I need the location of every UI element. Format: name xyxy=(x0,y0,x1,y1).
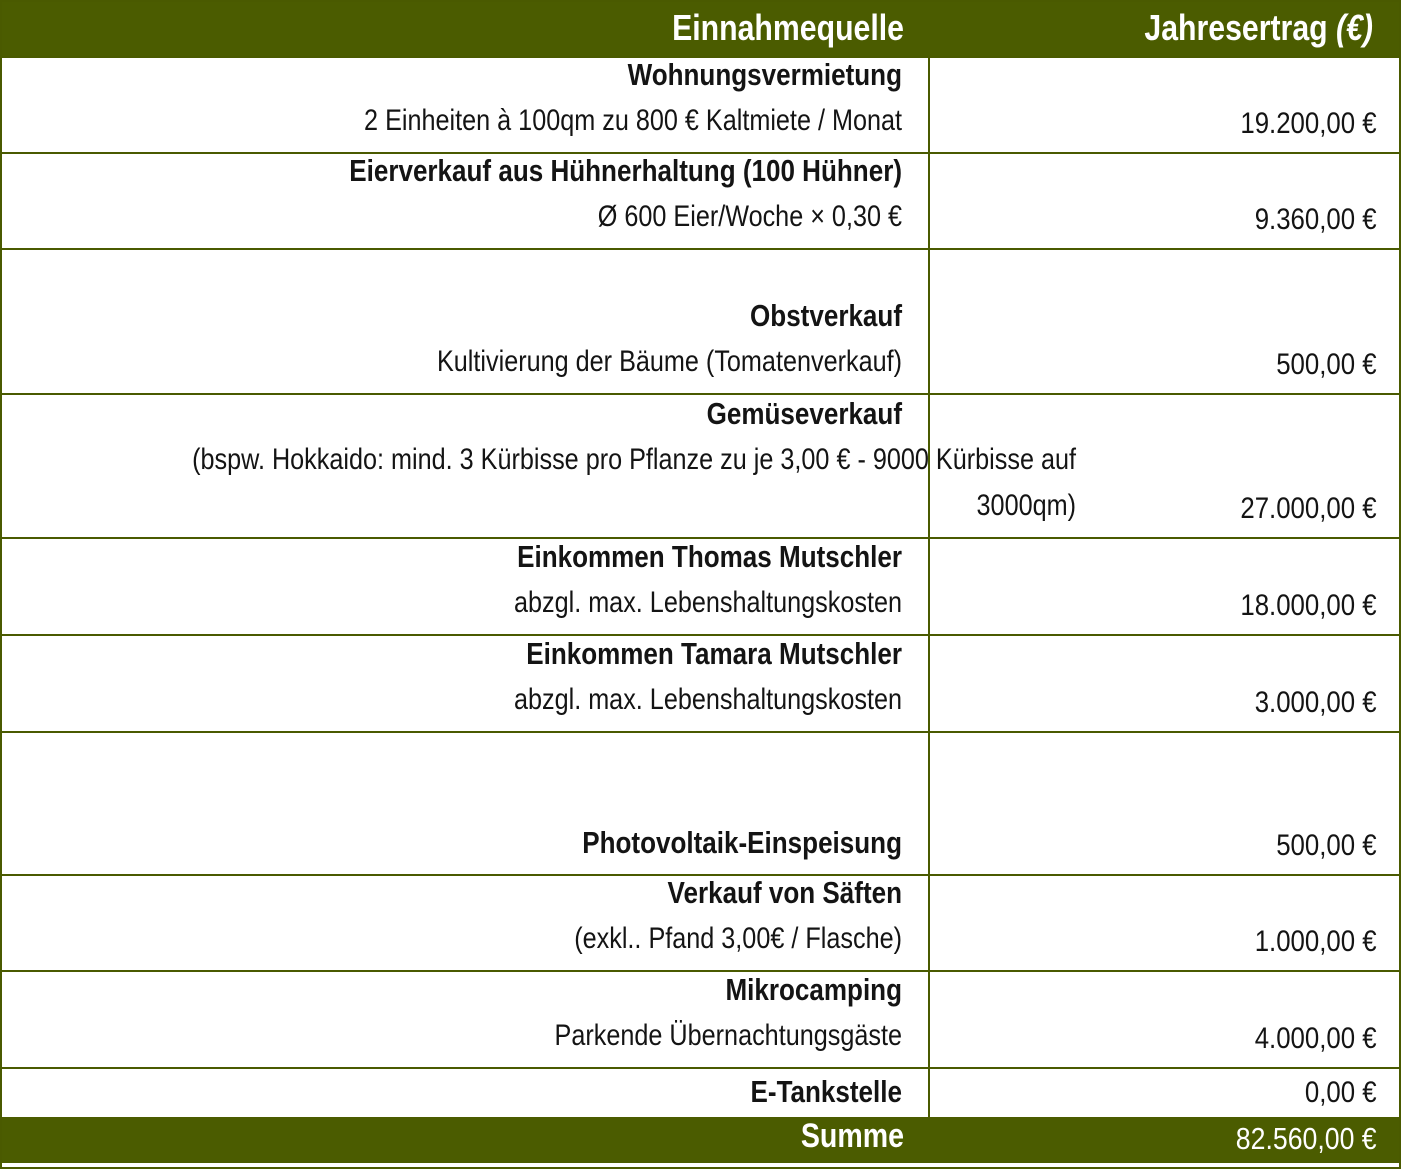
row-detail: (exkl.. Pfand 3,00€ / Flasche) xyxy=(574,922,902,955)
row-title: Verkauf von Säften xyxy=(667,875,902,910)
table-row xyxy=(2,58,1399,154)
table-row xyxy=(2,876,1399,972)
table-row xyxy=(2,1069,1399,1117)
row-title: Mikrocamping xyxy=(725,972,902,1007)
row-detail: 2 Einheiten à 100qm zu 800 € Kaltmiete / Monat xyxy=(364,104,902,137)
row-amount: 18.000,00 € xyxy=(1240,589,1377,622)
header-cell-source xyxy=(2,2,930,56)
row-title: Einkommen Thomas Mutschler xyxy=(517,539,902,574)
row-amount: 500,00 € xyxy=(1276,348,1377,381)
row-detail: Ø 600 Eier/Woche × 0,30 € xyxy=(597,200,902,233)
table-row xyxy=(2,395,1399,539)
row-detail: abzgl. max. Lebenshaltungskosten xyxy=(513,586,902,619)
row-amount: 1.000,00 € xyxy=(1254,925,1377,958)
table-row xyxy=(2,733,1399,876)
row-amount: 19.200,00 € xyxy=(1240,107,1377,140)
header-yield-label: Jahresertrag xyxy=(1144,7,1328,48)
row-amount: 4.000,00 € xyxy=(1254,1022,1377,1055)
row-detail: Kultivierung der Bäume (Tomatenverkauf) xyxy=(436,345,902,378)
row-title: Einkommen Tamara Mutschler xyxy=(526,636,902,671)
row-amount: 0,00 € xyxy=(1304,1076,1377,1109)
row-amount: 27.000,00 € xyxy=(1240,492,1377,525)
row-detail: abzgl. max. Lebenshaltungskosten xyxy=(513,683,902,716)
table-row xyxy=(2,539,1399,636)
sum-amount: 82.560,00 € xyxy=(1235,1121,1377,1156)
row-title: Wohnungsvermietung xyxy=(627,57,902,92)
table-row xyxy=(2,972,1399,1069)
header-yield xyxy=(1009,4,1373,52)
table-row xyxy=(2,250,1399,395)
header-cell-yield xyxy=(930,2,1399,56)
row-title: E-Tankstelle xyxy=(750,1074,902,1109)
table-footer xyxy=(2,1117,1399,1163)
row-amount: 9.360,00 € xyxy=(1254,203,1377,236)
row-amount: 500,00 € xyxy=(1276,829,1377,862)
row-amount: 3.000,00 € xyxy=(1254,686,1377,719)
row-detail: Parkende Übernachtungsgäste xyxy=(554,1019,902,1052)
header-source-label: Einnahmequelle xyxy=(672,7,904,48)
row-detail: (bspw. Hokkaido: mind. 3 Kürbisse pro Pflanze zu je 3,00 € - 9000 Kürbisse auf 3000qm) xyxy=(192,443,1076,522)
table-header xyxy=(2,2,1399,58)
table-row xyxy=(2,154,1399,250)
header-yield-unit: (€) xyxy=(1336,7,1373,48)
row-title: Eierverkauf aus Hühnerhaltung (100 Hühner) xyxy=(349,153,903,188)
row-title: Obstverkauf xyxy=(750,298,902,333)
table-row xyxy=(2,636,1399,733)
sum-label: Summe xyxy=(800,1117,904,1155)
row-title: Photovoltaik-Einspeisung xyxy=(582,825,902,860)
row-title: Gemüseverkauf xyxy=(706,396,902,431)
